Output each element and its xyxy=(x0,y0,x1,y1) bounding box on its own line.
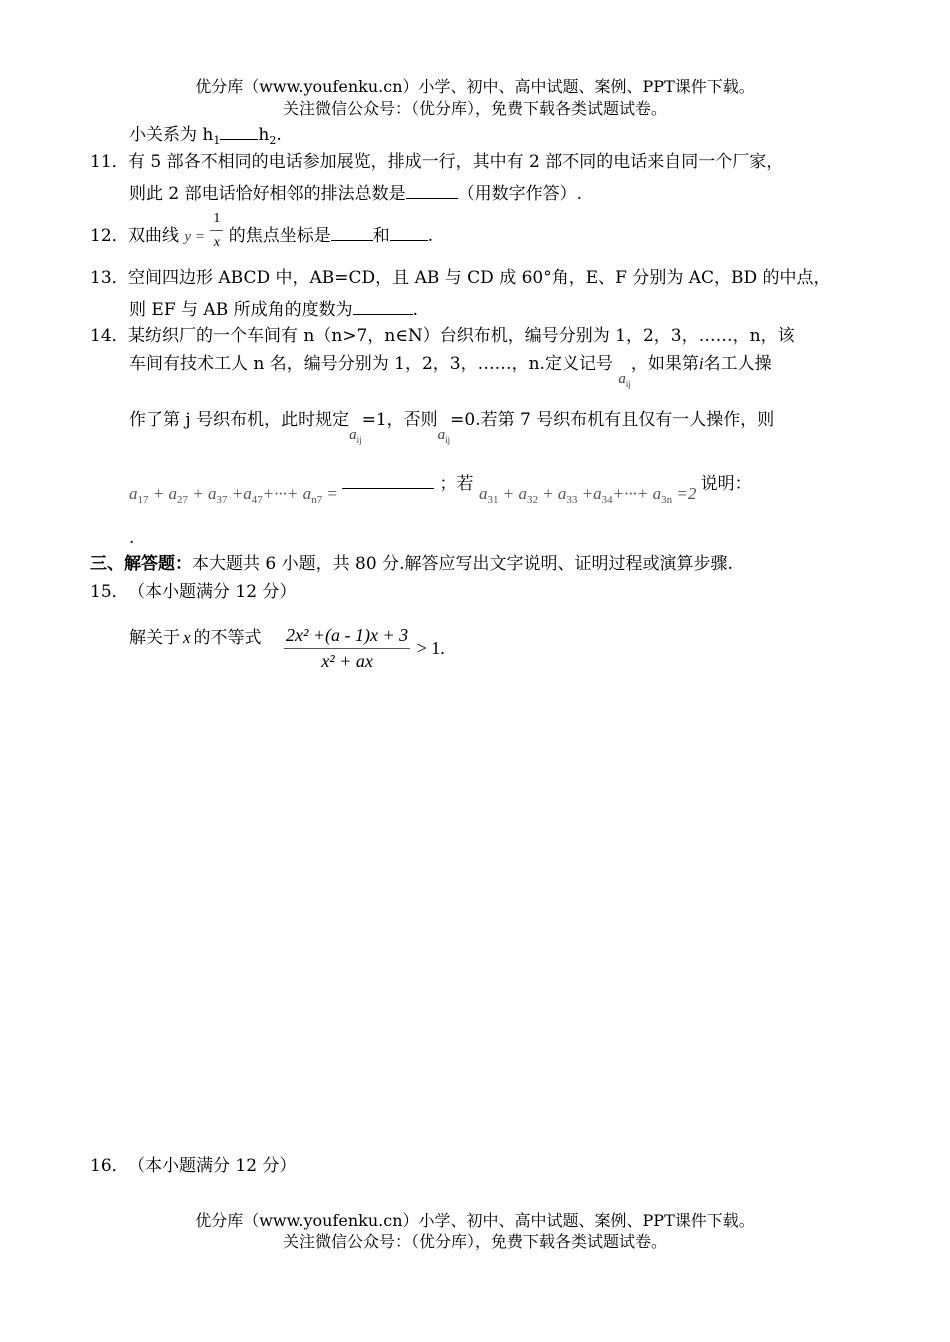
q14-line2-text3: 名工人操 xyxy=(703,354,772,374)
q14-sum-line xyxy=(129,468,752,506)
fraction-denominator: x xyxy=(213,235,220,250)
q12-fraction xyxy=(210,208,223,255)
q14-line3-text3: =0.若第 7 号织布机有且仅有一人操作，则 xyxy=(450,410,775,430)
page-header-line1: 优分库（www.youfenku.cn）小学、初中、高中试题、案例、PPT课件下载。 xyxy=(195,77,755,96)
question-number: 14． xyxy=(90,326,129,346)
page-footer-line2: 关注微信公众号：（优分库），免费下载各类试题试卷。 xyxy=(282,1232,667,1251)
q14-line2-text2: ，如果第 xyxy=(630,354,699,374)
section-3-heading xyxy=(90,552,733,576)
q11-line2 xyxy=(129,180,582,206)
a-sub: 33 xyxy=(566,494,578,506)
aij-letter: a xyxy=(349,427,357,443)
question-13 xyxy=(90,266,831,290)
a-sub: n7 xyxy=(311,494,323,506)
plus-op: + xyxy=(192,484,204,503)
question-number: 12． xyxy=(90,226,129,246)
q10-answer-blank[interactable] xyxy=(220,121,258,140)
plus-op: + xyxy=(502,484,515,503)
a-term: a xyxy=(168,484,177,503)
q14-line3 xyxy=(129,408,775,445)
plus-op: + xyxy=(152,484,165,503)
a-term: a xyxy=(302,484,312,503)
a-term: a xyxy=(518,484,527,503)
a-sub: 31 xyxy=(487,494,499,506)
question-number: 11． xyxy=(90,152,129,172)
a-sub: 17 xyxy=(137,494,149,506)
q15-text2: 的不等式 xyxy=(193,628,262,648)
h1-subscript: 1 xyxy=(213,134,221,147)
q14-dot: . xyxy=(129,528,135,548)
q10-text: 小关系为 h xyxy=(129,125,214,145)
q11-line1: 有 5 部各不相同的电话参加展览，排成一行，其中有 2 部不同的电话来自同一个厂家， xyxy=(128,152,784,172)
a-sub: 37 xyxy=(216,494,228,506)
q15-fraction xyxy=(284,624,410,673)
question-15 xyxy=(90,580,296,604)
q11-line2-end: （用数字作答）. xyxy=(457,184,583,204)
q15-points: （本小题满分 12 分） xyxy=(128,582,297,602)
q12-answer-blank-2[interactable] xyxy=(390,222,428,241)
q12-text: 双曲线 xyxy=(128,226,179,246)
a-sub: 27 xyxy=(176,494,188,506)
a-term: a xyxy=(478,484,488,503)
a-term: a xyxy=(243,484,252,503)
q15-variable: x xyxy=(183,628,191,647)
section-title: 三、解答题： xyxy=(90,554,192,574)
h2-subscript: 2 xyxy=(269,134,277,147)
question-14 xyxy=(90,324,795,348)
question-number: 13． xyxy=(90,268,129,288)
a-sub: 3n xyxy=(661,494,673,506)
page-footer-line1: 优分库（www.youfenku.cn）小学、初中、高中试题、案例、PPT课件下载。 xyxy=(195,1211,755,1230)
question-number: 15． xyxy=(90,582,129,602)
a-term: a xyxy=(593,484,602,503)
q14-if: ；若 xyxy=(439,474,474,494)
q12-text2: 的焦点坐标是 xyxy=(223,226,331,246)
q13-end: . xyxy=(412,300,418,320)
a-sub: 32 xyxy=(526,494,538,506)
sum-2 xyxy=(478,484,701,506)
plus-op: + xyxy=(581,484,594,503)
q11-answer-blank[interactable] xyxy=(406,180,458,199)
aij-letter: a xyxy=(437,427,446,443)
q13-answer-blank[interactable] xyxy=(353,296,413,315)
q12-end: . xyxy=(427,226,434,246)
q14-line2 xyxy=(129,352,772,389)
aij-symbol xyxy=(349,427,362,443)
q10-end: . xyxy=(276,125,282,145)
q13-line2 xyxy=(129,296,418,322)
q14-line3-text2: =1，否则 xyxy=(361,410,438,430)
q14-line2-text: 车间有技术工人 n 名，编号分别为 1，2，3，……，n.定义记号 xyxy=(129,354,613,374)
q12-y-equals: y = xyxy=(184,229,205,245)
q15-rhs: > 1. xyxy=(416,638,445,658)
q13-line2-text: 则 EF 与 AB 所成角的度数为 xyxy=(129,300,353,320)
q15-body xyxy=(129,626,262,650)
a-term: a xyxy=(652,484,662,503)
q12-and: 和 xyxy=(372,226,390,246)
a-term: a xyxy=(557,484,567,503)
plus-op: + xyxy=(231,484,244,503)
h2-letter: h xyxy=(258,125,270,145)
q14-explain: 说明： xyxy=(700,474,752,494)
q14-line1: 某纺织厂的一个车间有 n（n>7，n∈N）台织布机，编号分别为 1，2，3，……，n，该 xyxy=(128,326,795,346)
q16-points: （本小题满分 12 分） xyxy=(128,1156,297,1176)
q15-text: 解关于 xyxy=(129,628,180,648)
q13-line1: 空间四边形 ABCD 中，AB=CD，且 AB 与 CD 成 60°角，E、F 分别为 AC，BD 的中点， xyxy=(128,268,831,288)
page-header-line2: 关注微信公众号：（优分库），免费下载各类试题试卷。 xyxy=(282,99,667,118)
section-description: 本大题共 6 小题，共 80 分.解答应写出文字说明、证明过程或演算步骤. xyxy=(192,554,733,574)
aij-symbol xyxy=(618,371,631,387)
q15-inequality xyxy=(284,624,445,673)
aij-sub: ij xyxy=(356,435,362,445)
aij-symbol xyxy=(438,427,451,443)
question-11 xyxy=(90,150,783,174)
question-12 xyxy=(90,211,434,255)
plus-op: +···+ xyxy=(612,484,649,503)
aij-sub: ij xyxy=(445,435,451,445)
q10-tail xyxy=(129,121,282,153)
q11-line2-text: 则此 2 部电话恰好相邻的排法总数是 xyxy=(129,184,406,204)
q14-i: i xyxy=(698,354,704,373)
a-term: a xyxy=(129,484,138,503)
a-sub: 34 xyxy=(601,494,613,506)
fraction-numerator: 2x² +(a - 1)x + 3 xyxy=(284,624,410,649)
q14-answer-blank[interactable] xyxy=(342,468,434,489)
a-term: a xyxy=(207,484,217,503)
a-sub: 47 xyxy=(251,494,263,506)
plus-op: +···+ xyxy=(262,484,299,503)
aij-sub: ij xyxy=(625,379,631,389)
q14-line3-text: 作了第 j 号织布机，此时规定 xyxy=(129,410,350,430)
equals-op: = xyxy=(326,484,338,503)
plus-op: + xyxy=(542,484,554,503)
equals-op: =2 xyxy=(676,484,697,503)
q12-answer-blank-1[interactable] xyxy=(331,222,373,241)
sum-1 xyxy=(129,484,342,506)
question-16 xyxy=(90,1154,296,1178)
aij-letter: a xyxy=(618,371,626,387)
fraction-numerator: 1 xyxy=(210,208,223,231)
question-number: 16． xyxy=(90,1156,129,1176)
fraction-denominator: x² + ax xyxy=(321,651,373,671)
